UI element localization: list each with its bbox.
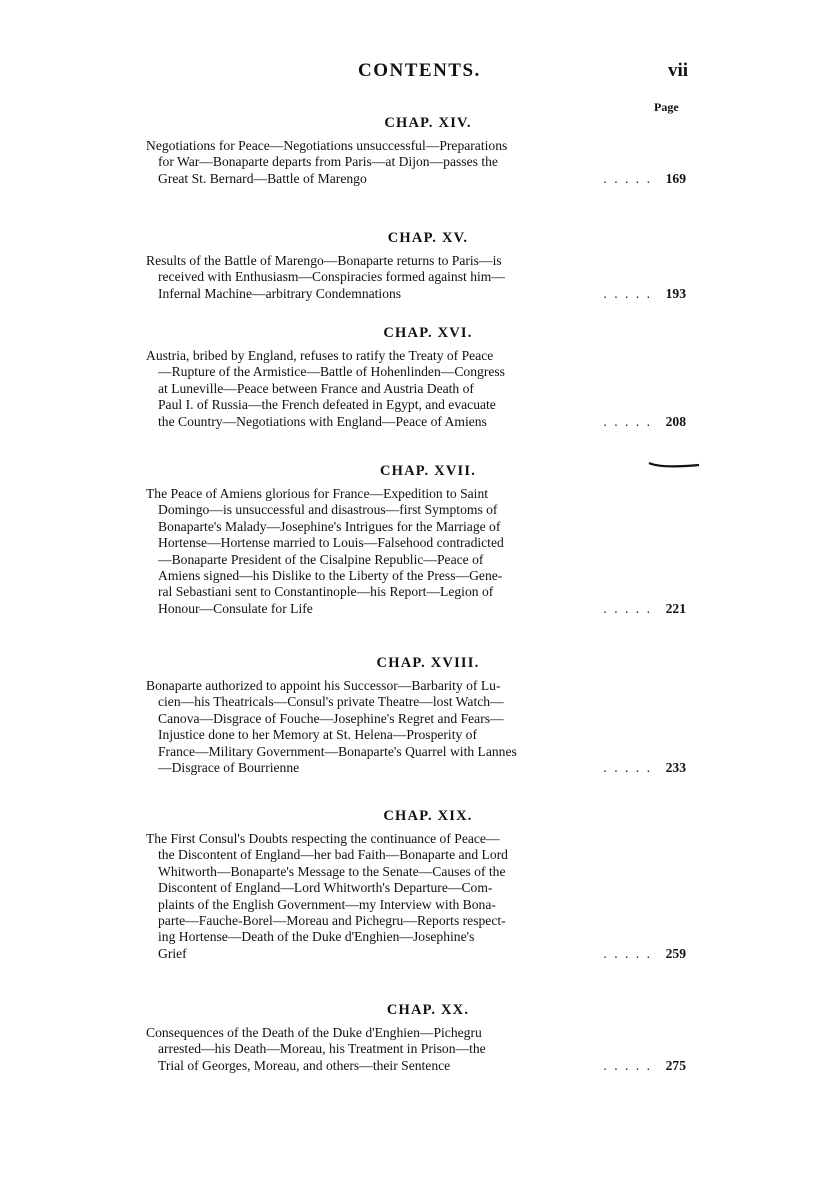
- running-head: [0, 60, 840, 84]
- chapter-page-number: 221: [665, 600, 686, 616]
- leader-dots: . . . . .: [603, 945, 652, 961]
- synopsis-line: Honour—Consulate for Life: [158, 600, 313, 616]
- chapter-heading: CHAP. XX.: [386, 1002, 470, 1018]
- synopsis-line: Discontent of England—Lord Whitworth's Departure—Com-: [158, 880, 493, 896]
- chapter-heading: CHAP. XVII.: [379, 463, 477, 479]
- synopsis-line: plaints of the English Government—my Interview with Bona-: [158, 896, 496, 912]
- chapter-entry: [146, 458, 686, 617]
- synopsis-line: Results of the Battle of Marengo—Bonaparte returns to Paris—is: [146, 253, 502, 268]
- synopsis-line: —Bonaparte President of the Cisalpine Republic—Peace of: [158, 551, 484, 567]
- synopsis-line: for War—Bonaparte departs from Paris—at Dijon—passes the: [158, 154, 498, 170]
- chapter-heading: CHAP. XVIII.: [376, 655, 480, 671]
- synopsis-line: Whitworth—Bonaparte's Message to the Senate—Causes of the: [158, 863, 506, 879]
- synopsis-line: Paul I. of Russia—the French defeated in Egypt, and evacuate: [158, 397, 496, 413]
- synopsis-line: the Country—Negotiations with England—Peace of Amiens: [158, 413, 487, 429]
- chapter-entry: [146, 225, 686, 302]
- chapter-heading: CHAP. XVI.: [383, 325, 473, 341]
- synopsis-line: Infernal Machine—arbitrary Condemnations: [158, 285, 402, 301]
- synopsis-line: ing Hortense—Death of the Duke d'Enghien—Josephine's: [158, 929, 475, 945]
- chapter-entry: [146, 320, 686, 430]
- synopsis-line: —Disgrace of Bourrienne: [158, 760, 300, 776]
- leader-dots: . . . . .: [603, 1057, 652, 1073]
- synopsis-line: Domingo—is unsuccessful and disastrous—first Symptoms of: [158, 502, 498, 518]
- ink-stroke-mark: [648, 462, 700, 468]
- synopsis-line: Grief: [158, 945, 187, 961]
- chapter-page-number: 259: [665, 945, 686, 961]
- synopsis-line: Canova—Disgrace of Fouche—Josephine's Regret and Fears—: [158, 710, 504, 726]
- synopsis-line: Trial of Georges, Moreau, and others—their Sentence: [158, 1057, 451, 1073]
- chapter-heading: CHAP. XIX.: [383, 808, 473, 824]
- chapter-page-number: 233: [665, 760, 686, 776]
- chapter-heading: CHAP. XIV.: [384, 115, 472, 131]
- synopsis-line: France—Military Government—Bonaparte's Quarrel with Lannes: [158, 743, 517, 759]
- synopsis-line: Injustice done to her Memory at St. Helena—Prosperity of: [158, 727, 478, 743]
- chapter-entry: [146, 803, 686, 962]
- synopsis-line: Consequences of the Death of the Duke d'Enghien—Pichegru: [146, 1025, 482, 1040]
- chapter-synopsis: [146, 1025, 686, 1074]
- chapter-page-number: 169: [665, 170, 686, 186]
- page-column-label: Page: [654, 100, 679, 114]
- synopsis-line: Amiens signed—his Dislike to the Liberty of the Press—Gene-: [158, 568, 503, 584]
- synopsis-line: Bonaparte authorized to appoint his Successor—Barbarity of Lu-: [146, 678, 501, 693]
- synopsis-line: Austria, bribed by England, refuses to ratify the Treaty of Peace: [146, 348, 494, 363]
- leader-dots: . . . . .: [603, 170, 652, 186]
- leader-dots: . . . . .: [603, 285, 652, 301]
- chapter-synopsis: [146, 678, 686, 776]
- chapter-entry: [146, 997, 686, 1074]
- folio-page-number: vii: [668, 60, 689, 81]
- chapter-page-number: 193: [665, 285, 686, 301]
- synopsis-line: The Peace of Amiens glorious for France—Expedition to Saint: [146, 486, 489, 501]
- synopsis-line: arrested—his Death—Moreau, his Treatment in Prison—the: [158, 1041, 486, 1057]
- synopsis-line: the Discontent of England—her bad Faith—Bonaparte and Lord: [158, 847, 508, 863]
- chapter-synopsis: [146, 253, 686, 302]
- synopsis-line: parte—Fauche-Borel—Moreau and Pichegru—Reports respect-: [158, 913, 506, 929]
- synopsis-line: at Luneville—Peace between France and Austria Death of: [158, 380, 474, 396]
- synopsis-line: Negotiations for Peace—Negotiations unsuccessful—Preparations: [146, 138, 508, 153]
- chapter-synopsis: [146, 831, 686, 962]
- synopsis-line: received with Enthusiasm—Conspiracies formed against him—: [158, 269, 505, 285]
- running-head-title: CONTENTS.: [358, 60, 481, 81]
- synopsis-line: —Rupture of the Armistice—Battle of Hohenlinden—Congress: [158, 364, 505, 380]
- chapter-synopsis: [146, 138, 686, 187]
- synopsis-line: cien—his Theatricals—Consul's private Theatre—lost Watch—: [158, 694, 504, 710]
- chapter-entry: [146, 110, 686, 187]
- chapter-page-number: 208: [665, 413, 686, 429]
- synopsis-line: Great St. Bernard—Battle of Marengo: [158, 170, 367, 186]
- synopsis-line: Bonaparte's Malady—Josephine's Intrigues for the Marriage of: [158, 518, 501, 534]
- chapter-page-number: 275: [665, 1057, 686, 1073]
- synopsis-line: ral Sebastiani sent to Constantinople—his Report—Legion of: [158, 584, 494, 600]
- synopsis-line: The First Consul's Doubts respecting the continuance of Peace—: [146, 831, 500, 846]
- synopsis-line: Hortense—Hortense married to Louis—Falsehood contradicted: [158, 535, 504, 551]
- leader-dots: . . . . .: [603, 760, 652, 776]
- chapter-entry: [146, 650, 686, 776]
- chapter-heading: CHAP. XV.: [387, 230, 469, 246]
- chapter-synopsis: [146, 486, 686, 617]
- leader-dots: . . . . .: [603, 600, 652, 616]
- leader-dots: . . . . .: [603, 413, 652, 429]
- chapter-synopsis: [146, 348, 686, 430]
